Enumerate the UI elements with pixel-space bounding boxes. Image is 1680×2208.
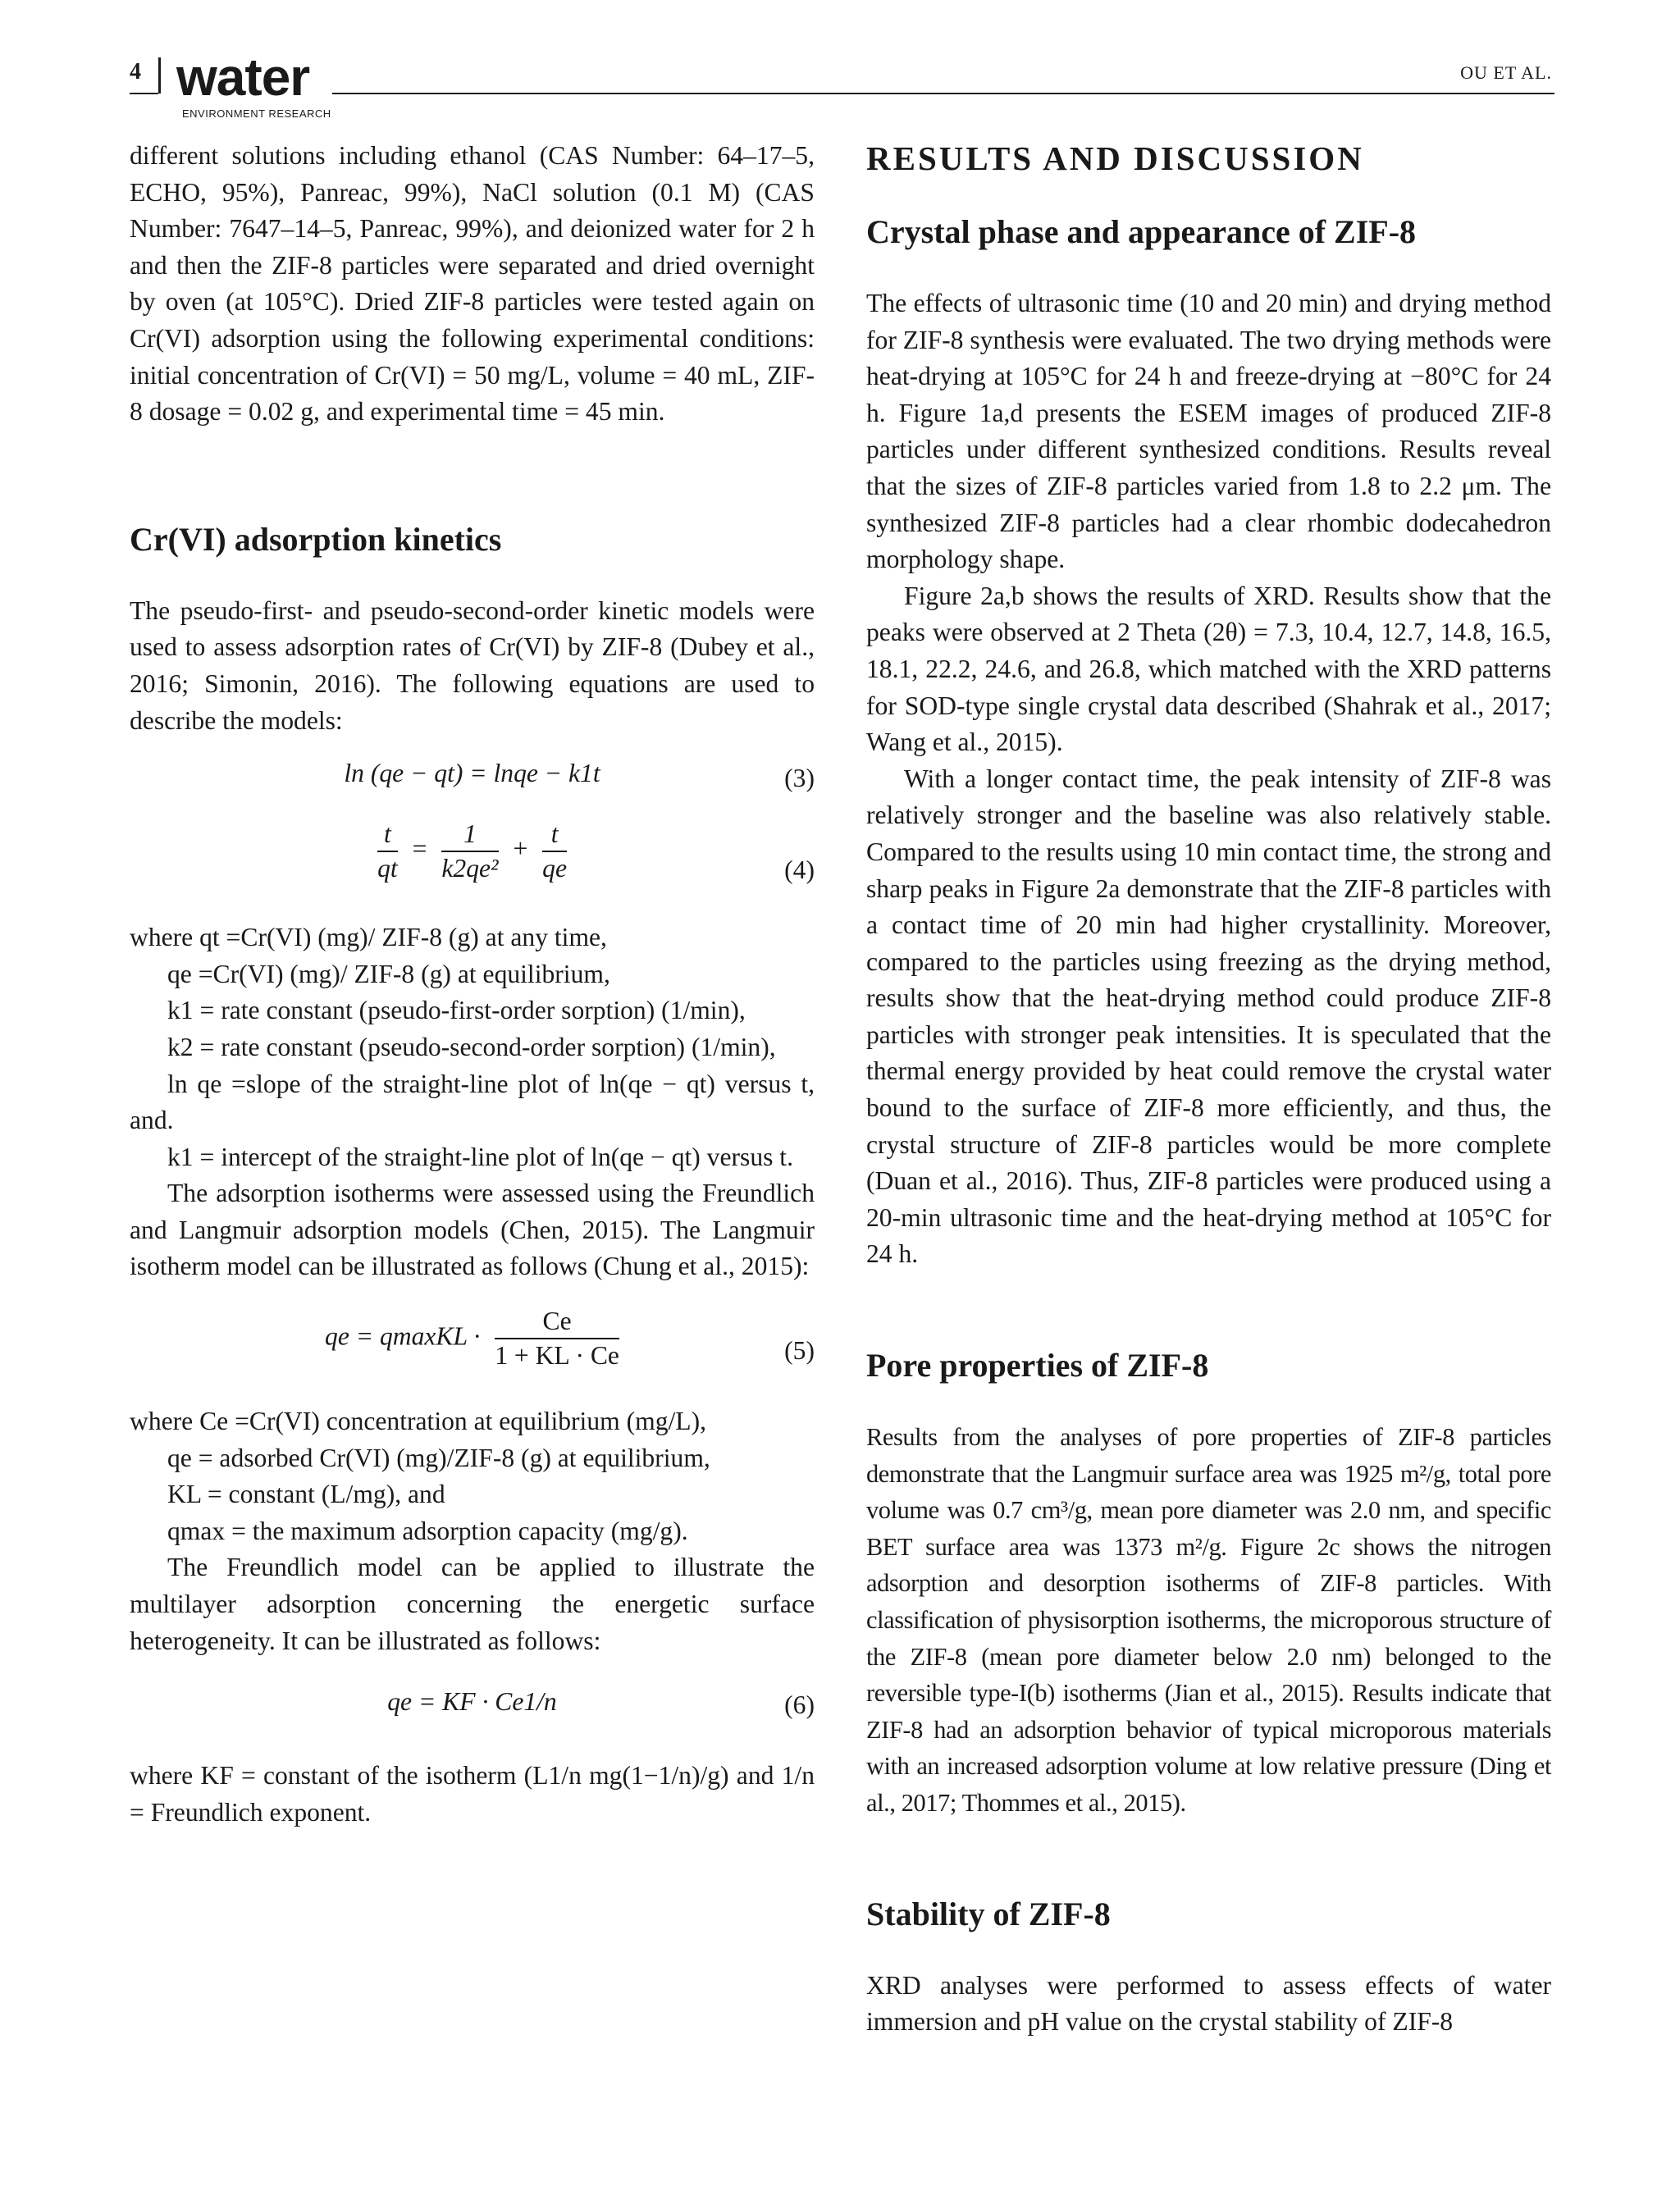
header-rule-left [130, 93, 158, 94]
intro-paragraph: different solutions including ethanol (CAS Number: 64–17–5, ECHO, 95%), Panreac, 99%), NaCl solution (0.1 M) (CAS Number: 7647–14–5, Panreac, 99%), and deionized water for 2 h and then the ZIF-8 particles were separated and dried overnight by oven (at 105°C). Dried ZIF-8 particles were tested again on Cr(VI) adsorption using the following experimental conditions: initial concentration of Cr(VI) = 50 mg/L, volume = 40 mL, ZIF-8 dosage = 0.02 g, and experimental time = 45 min. [130, 141, 815, 427]
equation-6 [130, 1676, 815, 1758]
definition-line: k1 = rate constant (pseudo-first-order sorption) (1/min), [167, 996, 746, 1025]
journal-logo-word: water [176, 48, 310, 107]
page-header [0, 0, 1680, 123]
header-rule [332, 93, 1554, 94]
crystal-paragraph-2: Figure 2a,b shows the results of XRD. Results show that the peaks were observed at 2 Theta (2θ) = 7.3, 10.4, 12.7, 14.8, 16.5, 18.1, 22.2, 24.6, and 26.8, which matched with the XRD patterns for SOD-type single crystal data described (Shahrak et al., 2017; Wang et al., 2015). [866, 581, 1551, 757]
definition-line: where qt =Cr(VI) (mg)/ ZIF-8 (g) at any time, [130, 923, 607, 952]
eq5-fraction: $\frac{Ce}{1 + KL \cdot Ce}$ [495, 1307, 619, 1371]
equation-3 [130, 746, 815, 810]
definition-line: k1 = intercept of the straight-line plot of ln(qe − qt) versus t. [167, 1142, 793, 1171]
page-number: 4 [130, 59, 141, 84]
definition-line: qe = adsorbed Cr(VI) (mg)/ZIF-8 (g) at equilibrium, [167, 1443, 710, 1472]
equation-5 [130, 1297, 815, 1403]
crystal-paragraph-1: The effects of ultrasonic time (10 and 20 min) and drying method for ZIF-8 synthesis were evaluated. The two drying methods were heat-drying at 105°C for 24 h and freeze-drying at −80°C for 24 h. Figure 1a,d presents the ESEM images of produced ZIF-8 particles under different synthesized conditions. Results reveal that the sizes of ZIF-8 particles varied from 1.8 to 2.2 μm. The synthesized ZIF-8 particles had a clear rhombic dodecahedron morphology shape. [866, 289, 1551, 574]
equation-4-number: (4) [784, 855, 815, 885]
equation-4: $\frac{t}{qt}$ = $\frac{1}{\text{k2qe²}}$ + $\frac{t}{qe}$ (4) [130, 810, 815, 908]
equation-6-body: qe = KF · Ce1/n [387, 1687, 557, 1717]
crystal-heading: Crystal phase and appearance of ZIF-8 [866, 213, 1417, 250]
pore-paragraph: Results from the analyses of pore properties of ZIF-8 particles demonstrate that the Langmuir surface area was 1925 m²/g, total pore volume was 0.7 cm³/g, mean pore diameter was 2.0 nm, and specific BET surface area was 1373 m²/g. Figure 2c shows the nitrogen adsorption and desorption isotherms of ZIF-8 particles. With classification of physisorption isotherms, the microporous structure of the ZIF-8 (mean pore diameter below 2.0 nm) belonged to the reversible type-I(b) isotherms (Jian et al., 2015). Results indicate that ZIF-8 had an adsorption behavior of typical microporous materials with an increased adsorption volume at low relative pressure (Ding et al., 2017; Thommes et al., 2015). [866, 1423, 1551, 1817]
equation-3-number: (3) [784, 764, 815, 793]
definition-line: k2 = rate constant (pseudo-second-order sorption) (1/min), [167, 1032, 776, 1061]
stability-heading: Stability of ZIF-8 [866, 1895, 1111, 1932]
journal-logo-subtitle: ENVIRONMENT RESEARCH [182, 107, 331, 120]
final-definition: where KF = constant of the isotherm (L1/n mg(1−1/n)/g) and 1/n = Freundlich exponent. [130, 1761, 815, 1827]
definition-line: KL = constant (L/mg), and [167, 1480, 445, 1509]
eq4-lhs-fraction: $\frac{t}{qt}$ [377, 819, 398, 883]
right-column [866, 138, 1551, 2041]
results-heading: RESULTS AND DISCUSSION [866, 139, 1364, 177]
eq4-rhs-fraction: $\frac{t}{qe}$ [542, 819, 567, 883]
stability-paragraph: XRD analyses were performed to assess effects of water immersion and pH value on the crystal stability of ZIF-8 [866, 1970, 1551, 2037]
definition-line: qe =Cr(VI) (mg)/ ZIF-8 (g) at equilibrium, [167, 959, 610, 988]
definition-line: ln qe =slope of the straight-line plot of ln(qe − qt) versus t, and. [130, 1069, 815, 1135]
equation-6-number: (6) [784, 1690, 815, 1720]
crystal-paragraph-3: With a longer contact time, the peak intensity of ZIF-8 was relatively stronger and the baseline was also relatively stable. Compared to the results using 10 min contact time, the strong and sharp peaks in Figure 2a demonstrate that the ZIF-8 particles with a contact time of 20 min had higher crystallinity. Moreover, compared to the particles using freezing as the drying method, results show that the heat-drying method could produce ZIF-8 particles with stronger peak intensities. It is speculated that the thermal energy provided by heat could remove the crystal water bound to the surface of ZIF-8 more efficiently, and thus, the crystal structure of ZIF-8 particles would be more complete (Duan et al., 2016). Thus, ZIF-8 particles were produced using a 20-min ultrasonic time and the heat-drying method at 105°C for 24 h. [866, 764, 1551, 1269]
pore-heading: Pore properties of ZIF-8 [866, 1347, 1209, 1385]
definition-line: where Ce =Cr(VI) concentration at equilibrium (mg/L), [130, 1407, 706, 1436]
definition-line: qmax = the maximum adsorption capacity (mg/g). [167, 1516, 688, 1545]
running-head: OU ET AL. [1460, 62, 1552, 83]
eq4-mid-fraction: $\frac{1}{\text{k2qe²}}$ [441, 819, 499, 883]
equation-3-body: ln (qe − qt) = lnqe − k1t [344, 759, 600, 788]
isotherm-paragraph: The adsorption isotherms were assessed using the Freundlich and Langmuir adsorption models (Chen, 2015). The Langmuir isotherm model can be illustrated as follows (Chung et al., 2015): [130, 1179, 815, 1281]
equation-5-number: (5) [784, 1336, 815, 1366]
eq5-lhs: qe = qmaxKL · [325, 1321, 481, 1351]
left-column [130, 138, 815, 1831]
kinetics-paragraph: The pseudo-first- and pseudo-second-order kinetic models were used to assess adsorption rates of Cr(VI) by ZIF-8 (Dubey et al., 2016; Simonin, 2016). The following equations are used to describe the models: [130, 595, 815, 735]
header-divider [158, 57, 161, 94]
freundlich-paragraph: The Freundlich model can be applied to illustrate the multilayer adsorption concerning the energetic surface heterogeneity. It can be illustrated as follows: [130, 1553, 815, 1655]
kinetics-heading: Cr(VI) adsorption kinetics [130, 520, 502, 558]
